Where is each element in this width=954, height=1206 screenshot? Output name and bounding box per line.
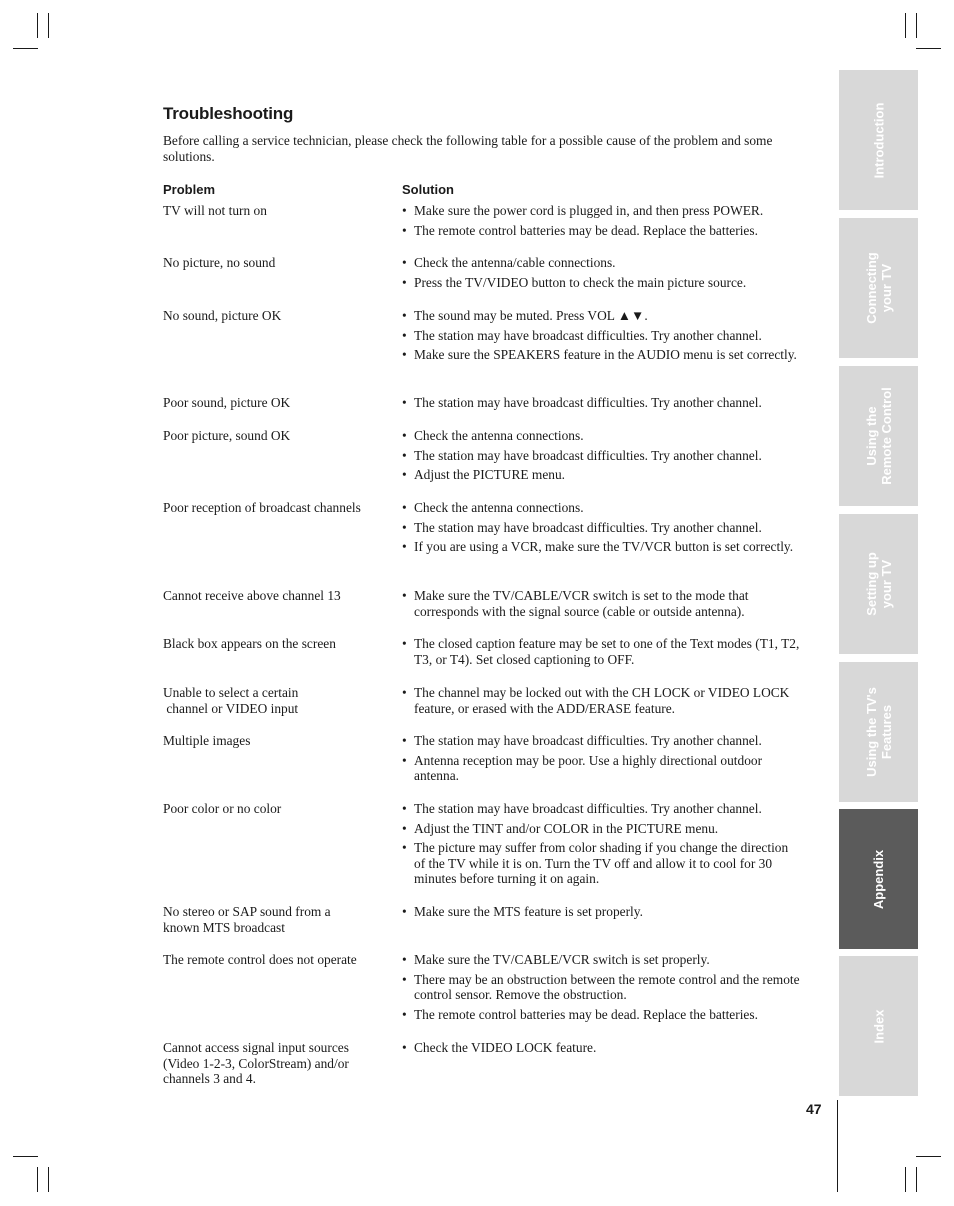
crop-mark [37,13,38,38]
solution-item: • The station may have broadcast difficulties. Try another channel. [402,328,802,344]
solution-list [402,308,802,367]
solution-item: • If you are using a VCR, make sure the TV/VCR button is set correctly. [402,539,802,555]
solution-list [402,904,802,924]
crop-mark [916,1156,941,1157]
solution-item: • The station may have broadcast difficulties. Try another channel. [402,448,802,464]
intro-paragraph: Before calling a service technician, please check the following table for a possible cause of the problem and some solutions. [163,133,773,164]
crop-mark [13,1156,38,1157]
problem-cell: Poor reception of broadcast channels [163,500,361,515]
solution-item: • The closed caption feature may be set to one of the Text modes (T1, T2, T3, or T4). Set closed captioning to OFF. [402,636,802,667]
crop-mark [905,1167,906,1192]
solution-list [402,952,802,1026]
solution-item: • The station may have broadcast difficulties. Try another channel. [402,520,802,536]
tab-appendix [839,809,918,949]
page-number-rule [837,1100,838,1192]
solution-item: • The picture may suffer from color shading if you change the direction of the TV while it is on. Turn the TV off and allow it to cool for 30 minutes before turning it on again. [402,840,802,887]
solution-item: • The station may have broadcast difficulties. Try another channel. [402,733,802,749]
problem-cell: Unable to select a certain channel or VIDEO input [163,685,299,716]
solution-item: • Make sure the TV/CABLE/VCR switch is set to the mode that corresponds with the signal source (cable or outside antenna). [402,588,802,619]
solution-item: • The sound may be muted. Press VOL ▲▼. [402,308,802,324]
tab-setting-up-your-tv [839,514,918,654]
solution-list [402,733,802,788]
tab-introduction [839,70,918,210]
tab-label: Setting up your TV [863,552,894,616]
solution-item: • Make sure the SPEAKERS feature in the AUDIO menu is set correctly. [402,347,802,363]
tab-label: Using the TV's Features [863,687,894,777]
tab-label: Introduction [870,102,886,178]
problem-cell: Multiple images [163,733,251,748]
tab-label: Appendix [870,849,886,909]
solution-item: • Adjust the TINT and/or COLOR in the PICTURE menu. [402,821,802,837]
solution-item: • The station may have broadcast difficulties. Try another channel. [402,395,802,411]
tab-using-the-remote-control [839,366,918,506]
crop-mark [37,1167,38,1192]
solution-item: • Check the antenna/cable connections. [402,255,802,271]
solution-item: • Check the antenna connections. [402,428,802,444]
problem-cell: Poor sound, picture OK [163,395,291,410]
tab-connecting-your-tv [839,218,918,358]
problem-cell: No stereo or SAP sound from a known MTS broadcast [163,904,331,935]
problem-cell: No picture, no sound [163,255,276,270]
solution-item: • The remote control batteries may be dead. Replace the batteries. [402,223,802,239]
solution-item: • Check the antenna connections. [402,500,802,516]
solution-item: • Make sure the TV/CABLE/VCR switch is set properly. [402,952,802,968]
solution-item: • Make sure the MTS feature is set properly. [402,904,802,920]
tab-label: Using the Remote Control [863,387,894,485]
solution-column-header: Solution [402,182,454,197]
solution-item: • Press the TV/VIDEO button to check the main picture source. [402,275,802,291]
solution-list [402,203,802,242]
tab-label: Index [871,1009,886,1043]
crop-mark [13,48,38,49]
crop-mark [916,1167,917,1192]
problem-cell: The remote control does not operate [163,952,357,967]
tab-index [839,956,918,1096]
solution-item: • The remote control batteries may be dead. Replace the batteries. [402,1007,802,1023]
crop-mark [916,13,917,38]
problem-cell: TV will not turn on [163,203,267,218]
problem-cell: Poor color or no color [163,801,282,816]
problem-column-header: Problem [163,182,216,197]
solution-list [402,428,802,487]
crop-mark [48,1167,49,1192]
solution-list [402,588,802,623]
page-number: 47 [806,1101,822,1117]
problem-cell: No sound, picture OK [163,308,282,323]
solution-list [402,636,802,671]
solution-list [402,1040,802,1060]
tab-using-the-tv-s-features [839,662,918,802]
solution-list [402,801,802,891]
solution-item: • Antenna reception may be poor. Use a highly directional outdoor antenna. [402,753,802,784]
solution-item: • Make sure the power cord is plugged in, and then press POWER. [402,203,802,219]
solution-list [402,395,802,415]
problem-cell: Cannot access signal input sources (Video 1-2-3, ColorStream) and/or channels 3 and 4. [163,1040,349,1086]
solution-item: • There may be an obstruction between the remote control and the remote control sensor. Remove the obstruction. [402,972,802,1003]
solution-list [402,685,802,720]
problem-cell: Poor picture, sound OK [163,428,291,443]
problem-cell: Black box appears on the screen [163,636,336,651]
solution-list [402,255,802,294]
crop-mark [905,13,906,38]
crop-mark [48,13,49,38]
solution-item: • The station may have broadcast difficulties. Try another channel. [402,801,802,817]
solution-item: • The channel may be locked out with the CH LOCK or VIDEO LOCK feature, or erased with the ADD/ERASE feature. [402,685,802,716]
tab-label: Connecting your TV [863,252,894,324]
crop-mark [916,48,941,49]
solution-item: • Check the VIDEO LOCK feature. [402,1040,802,1056]
problem-cell: Cannot receive above channel 13 [163,588,341,603]
page-title: Troubleshooting [163,104,294,123]
solution-list [402,500,802,559]
solution-item: • Adjust the PICTURE menu. [402,467,802,483]
